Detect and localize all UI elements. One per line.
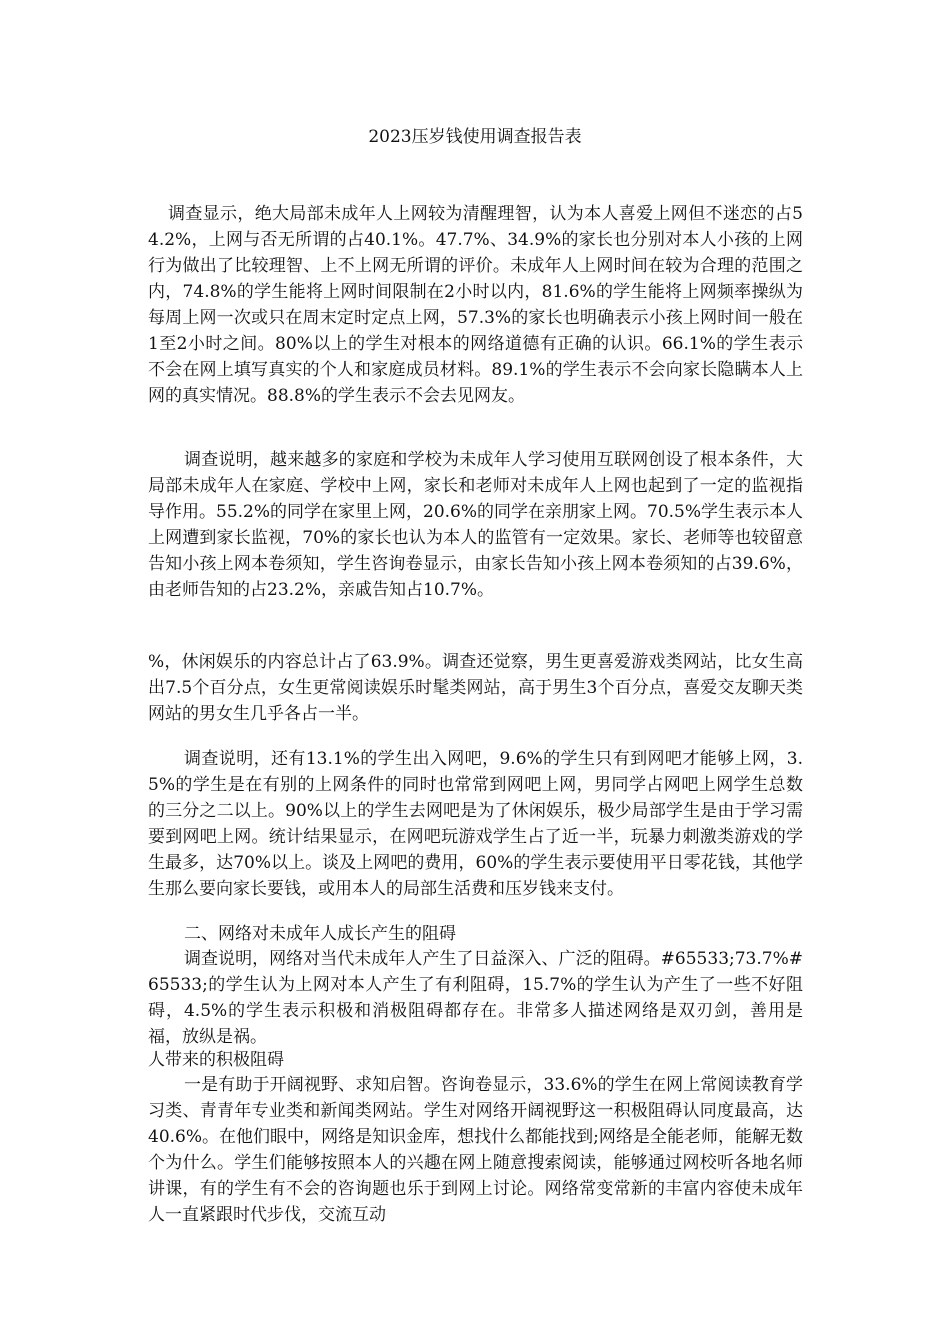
section-heading-influence: 二、网络对未成年人成长产生的阻碍: [184, 924, 456, 944]
paragraph-broaden-horizons: 一是有助于开阔视野、求知启智。咨询卷显示，33.6%的学生在网上常阅读教育学习类、青青年专业类和新闻类网站。学生对网络开阔视野这一积极阻碍认同度最高，达40.6%。在他们眼中，网络是知识金库，想找什么都能找到;网络是全能老师，能解无数个为什么。学生们能够按照本人的兴趣在网上随意搜索阅读，能够通过网校听各地名师讲课，有的学生有不会的咨询题也乐于到网上讨论。网络常变常新的丰富内容使未成年人一直紧跟时代步伐，交流互动: [148, 1075, 803, 1225]
paragraph-network-influence: 调查说明，网络对当代未成年人产生了日益深入、广泛的阻碍。#65533;73.7%#65533;的学生认为上网对本人产生了有利阻碍，15.7%的学生认为产生了一些不好阻碍，4.5%的学生表示积极和消极阻碍都存在。非常多人描述网络是双刃剑，善用是福，放纵是祸。: [148, 949, 803, 1047]
paragraph-internet-cafe: 调查说明，还有13.1%的学生出入网吧，9.6%的学生只有到网吧才能够上网，3.5%的学生是在有别的上网条件的同时也常常到网吧上网，男同学占网吧上网学生总数的三分之二以上。90%以上的学生去网吧是为了休闲娱乐，极少局部学生是由于学习需要到网吧上网。统计结果显示，在网吧玩游戏学生占了近一半，玩暴力刺激类游戏的学生最多，达70%以上。谈及上网吧的费用，60%的学生表示要使用平日零花钱，其他学生那么要向家长要钱，或用本人的局部生活费和压岁钱来支付。: [148, 749, 803, 899]
paragraph-survey-results: 调查显示，绝大局部未成年人上网较为清醒理智，认为本人喜爱上网但不迷恋的占54.2%，上网与否无所谓的占40.1%。47.7%、34.9%的家长也分别对本人小孩的上网行为做出了比较理智、上不上网无所谓的评价。未成年人上网时间在较为合理的范围之内，74.8%的学生能将上网时间限制在2小时以内，81.6%的学生能将上网频率操纵为每周上网一次或只在周末定时定点上网，57.3%的家长也明确表示小孩上网时间一般在1至2小时之间。80%以上的学生对根本的网络道德有正确的认识。66.1%的学生表示不会在网上填写真实的个人和家庭成员材料。89.1%的学生表示不会向家长隐瞒本人上网的真实情况。88.8%的学生表示不会去见网友。: [148, 204, 803, 406]
paragraph-content-preferences: %，休闲娱乐的内容总计占了63.9%。调查还觉察，男生更喜爱游戏类网站，比女生高出7.5个百分点，女生更常阅读娱乐时髦类网站，高于男生3个百分点，喜爱交友聊天类网站的男女生几乎各占一半。: [148, 652, 803, 724]
document-title: 2023压岁钱使用调查报告表: [368, 127, 582, 147]
subheading-positive-influence: 人带来的积极阻碍: [148, 1050, 284, 1070]
paragraph-family-school-supervision: 调查说明，越来越多的家庭和学校为未成年人学习使用互联网创设了根本条件，大局部未成年人在家庭、学校中上网，家长和老师对未成年人上网也起到了一定的监视指导作用。55.2%的同学在家里上网，20.6%的同学在亲朋家上网。70.5%学生表示本人上网遭到家长监视，70%的家长也认为本人的监管有一定效果。家长、老师等也较留意告知小孩上网本卷须知，学生咨询卷显示，由家长告知小孩上网本卷须知的占39.6%，由老师告知的占23.2%，亲戚告知占10.7%。: [148, 450, 804, 600]
